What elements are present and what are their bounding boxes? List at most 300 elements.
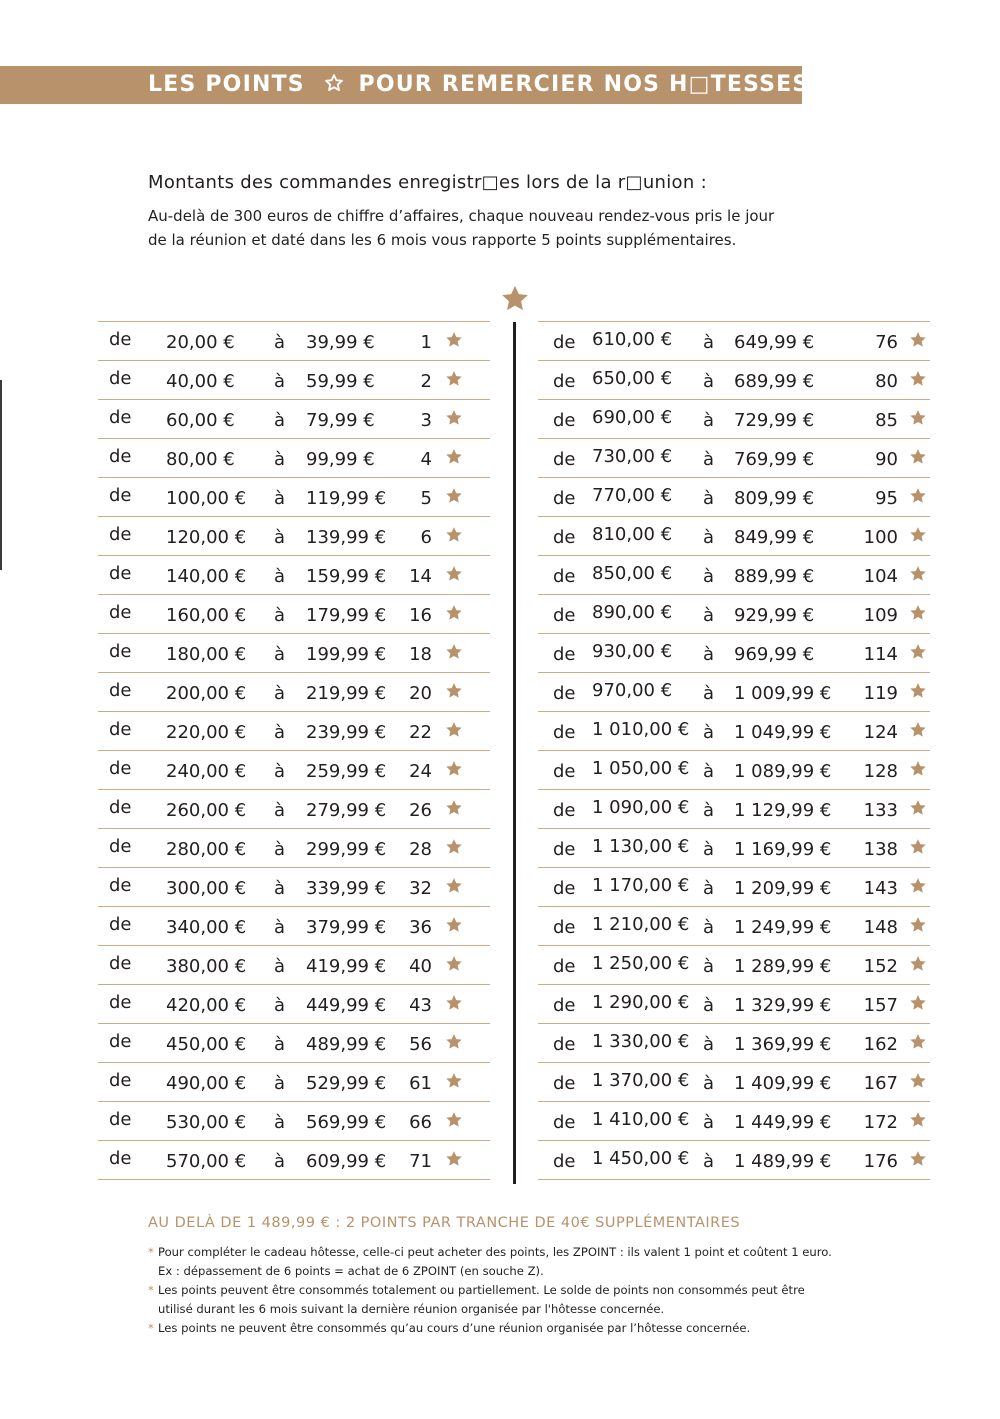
row-de-label: de [109, 719, 132, 740]
row-de-label: de [109, 641, 132, 662]
star-icon [909, 604, 927, 622]
row-amount-to: 449,99 € [306, 995, 387, 1016]
row-amount-from: 850,00 € [592, 563, 673, 584]
row-a-label: à [703, 566, 715, 587]
row-a-label: à [703, 644, 715, 665]
row-de-label: de [109, 524, 132, 545]
row-amount-from: 1 170,00 € [592, 875, 690, 896]
table-row [98, 828, 490, 867]
row-amount-from: 770,00 € [592, 485, 673, 506]
row-points: 128 [863, 761, 898, 782]
page-title [148, 66, 809, 104]
row-de-label: de [109, 329, 132, 350]
row-a-label: à [274, 566, 286, 587]
row-points: 90 [875, 449, 898, 470]
table-row [98, 633, 490, 672]
row-a-label: à [703, 1151, 715, 1172]
star-icon [445, 604, 463, 622]
row-amount-from: 1 370,00 € [592, 1070, 690, 1091]
row-points: 28 [409, 839, 432, 860]
footnote-line: Les points peuvent être consommés totalement ou partiellement. Le solde de points non consommés peut être [158, 1283, 805, 1297]
row-amount-from: 240,00 € [166, 761, 247, 782]
row-points: 114 [863, 644, 898, 665]
row-de-label: de [109, 914, 132, 935]
star-icon [909, 994, 927, 1012]
row-a-label: à [703, 1034, 715, 1055]
row-points: 32 [409, 878, 432, 899]
row-de-label: de [109, 1070, 132, 1091]
row-amount-from: 260,00 € [166, 800, 247, 821]
table-row [538, 360, 930, 399]
row-points: 22 [409, 722, 432, 743]
row-de-label: de [109, 602, 132, 623]
row-a-label: à [274, 1034, 286, 1055]
row-amount-to: 419,99 € [306, 956, 387, 977]
row-amount-from: 450,00 € [166, 1034, 247, 1055]
row-amount-from: 300,00 € [166, 878, 247, 899]
row-points: 138 [863, 839, 898, 860]
row-a-label: à [274, 1151, 286, 1172]
row-a-label: à [274, 527, 286, 548]
table-row [538, 477, 930, 516]
row-de-label: de [109, 1109, 132, 1130]
row-amount-from: 930,00 € [592, 641, 673, 662]
row-amount-to: 39,99 € [306, 332, 375, 353]
footnote [148, 1243, 868, 1281]
row-de-label: de [109, 563, 132, 584]
row-amount-to: 339,99 € [306, 878, 387, 899]
row-points: 24 [409, 761, 432, 782]
footnote-asterisk: * [148, 1283, 154, 1297]
row-amount-to: 99,99 € [306, 449, 375, 470]
row-de-label: de [109, 368, 132, 389]
row-points: 36 [409, 917, 432, 938]
points-table-left [98, 321, 490, 1180]
row-amount-to: 139,99 € [306, 527, 387, 548]
footnote-line: Ex : dépassement de 6 points = achat de 6 ZPOINT (en souche Z). [158, 1264, 544, 1278]
row-de-label: de [553, 371, 576, 392]
row-de-label: de [553, 683, 576, 704]
table-row [538, 1023, 930, 1062]
row-amount-from: 60,00 € [166, 410, 235, 431]
star-icon [909, 916, 927, 934]
row-amount-to: 969,99 € [734, 644, 815, 665]
row-amount-from: 40,00 € [166, 371, 235, 392]
row-a-label: à [703, 527, 715, 548]
table-row [98, 945, 490, 984]
row-amount-from: 420,00 € [166, 995, 247, 1016]
row-de-label: de [553, 800, 576, 821]
star-icon [445, 916, 463, 934]
table-row [538, 984, 930, 1023]
row-points: 80 [875, 371, 898, 392]
row-points: 26 [409, 800, 432, 821]
row-amount-from: 650,00 € [592, 368, 673, 389]
row-a-label: à [703, 722, 715, 743]
row-a-label: à [703, 800, 715, 821]
footnote [148, 1319, 868, 1338]
row-amount-to: 1 489,99 € [734, 1151, 832, 1172]
table-row [538, 789, 930, 828]
row-amount-to: 1 209,99 € [734, 878, 832, 899]
row-de-label: de [109, 992, 132, 1013]
table-row [98, 672, 490, 711]
row-amount-from: 1 210,00 € [592, 914, 690, 935]
star-icon [909, 526, 927, 544]
table-row [538, 1062, 930, 1101]
row-points: 85 [875, 410, 898, 431]
table-row [98, 321, 490, 360]
star-icon [909, 877, 927, 895]
table-row [98, 906, 490, 945]
row-a-label: à [703, 449, 715, 470]
row-a-label: à [703, 917, 715, 938]
star-icon [445, 1111, 463, 1129]
table-row [98, 711, 490, 750]
table-row [538, 867, 930, 906]
star-icon [445, 955, 463, 973]
row-de-label: de [109, 758, 132, 779]
star-icon [909, 1072, 927, 1090]
row-de-label: de [109, 485, 132, 506]
row-amount-to: 569,99 € [306, 1112, 387, 1133]
row-amount-to: 179,99 € [306, 605, 387, 626]
row-amount-to: 809,99 € [734, 488, 815, 509]
footnote-asterisk: * [148, 1321, 154, 1335]
row-de-label: de [553, 332, 576, 353]
header-banner [0, 66, 810, 104]
row-amount-to: 1 169,99 € [734, 839, 832, 860]
table-row [98, 750, 490, 789]
row-a-label: à [703, 1073, 715, 1094]
page-edge-mark [0, 380, 2, 570]
row-points: 4 [420, 449, 432, 470]
footnote-line: Les points ne peuvent être consommés qu’au cours d’une réunion organisée par l’hôtesse concernée. [158, 1321, 751, 1335]
row-amount-to: 159,99 € [306, 566, 387, 587]
table-row [538, 594, 930, 633]
row-amount-from: 100,00 € [166, 488, 247, 509]
row-a-label: à [274, 683, 286, 704]
table-row [538, 1140, 930, 1180]
row-amount-from: 970,00 € [592, 680, 673, 701]
star-icon [909, 955, 927, 973]
table-row [538, 750, 930, 789]
row-amount-to: 1 409,99 € [734, 1073, 832, 1094]
row-de-label: de [553, 605, 576, 626]
star-icon [445, 1072, 463, 1090]
row-a-label: à [274, 839, 286, 860]
row-de-label: de [553, 527, 576, 548]
row-amount-to: 379,99 € [306, 917, 387, 938]
row-a-label: à [274, 488, 286, 509]
row-de-label: de [109, 680, 132, 701]
row-a-label: à [274, 995, 286, 1016]
row-de-label: de [109, 875, 132, 896]
row-points: 172 [863, 1112, 898, 1133]
table-row [538, 1101, 930, 1140]
row-amount-to: 649,99 € [734, 332, 815, 353]
footnote-asterisk: * [148, 1245, 154, 1259]
row-amount-from: 490,00 € [166, 1073, 247, 1094]
star-icon [445, 760, 463, 778]
row-points: 61 [409, 1073, 432, 1094]
row-a-label: à [274, 1112, 286, 1133]
row-points: 43 [409, 995, 432, 1016]
footnotes [148, 1243, 868, 1338]
row-amount-to: 489,99 € [306, 1034, 387, 1055]
row-de-label: de [553, 1112, 576, 1133]
star-outline-icon [324, 68, 344, 88]
row-de-label: de [553, 761, 576, 782]
table-row [98, 399, 490, 438]
page-title-part2: POUR REMERCIER NOS H□TESSES [358, 72, 810, 97]
table-row [538, 906, 930, 945]
row-amount-from: 340,00 € [166, 917, 247, 938]
row-points: 56 [409, 1034, 432, 1055]
table-row [98, 477, 490, 516]
table-row [538, 633, 930, 672]
intro-body-line: Au-delà de 300 euros de chiffre d’affaires, chaque nouveau rendez-vous pris le jour [148, 207, 775, 225]
row-points: 5 [420, 488, 432, 509]
row-amount-from: 380,00 € [166, 956, 247, 977]
row-amount-to: 1 449,99 € [734, 1112, 832, 1133]
row-amount-from: 1 090,00 € [592, 797, 690, 818]
row-amount-from: 1 010,00 € [592, 719, 690, 740]
row-a-label: à [703, 332, 715, 353]
star-icon [909, 682, 927, 700]
row-a-label: à [274, 644, 286, 665]
row-de-label: de [109, 953, 132, 974]
table-row [98, 555, 490, 594]
points-table-right [538, 321, 930, 1180]
row-points: 152 [863, 956, 898, 977]
footnote-line: utilisé durant les 6 mois suivant la dernière réunion organisée par l'hôtesse concernée. [158, 1302, 665, 1316]
star-icon [445, 565, 463, 583]
table-row [98, 360, 490, 399]
table-row [538, 516, 930, 555]
row-amount-to: 1 089,99 € [734, 761, 832, 782]
row-points: 148 [863, 917, 898, 938]
row-amount-from: 1 330,00 € [592, 1031, 690, 1052]
table-row [538, 828, 930, 867]
row-amount-to: 1 049,99 € [734, 722, 832, 743]
row-a-label: à [274, 1073, 286, 1094]
page-title-part1: LES POINTS [148, 72, 305, 97]
beyond-rule: AU DELÀ DE 1 489,99 € : 2 POINTS PAR TRANCHE DE 40€ SUPPLÉMENTAIRES [148, 1215, 741, 1231]
row-amount-to: 119,99 € [306, 488, 387, 509]
table-row [538, 711, 930, 750]
row-de-label: de [109, 1148, 132, 1169]
star-icon [445, 448, 463, 466]
row-points: 133 [863, 800, 898, 821]
row-de-label: de [553, 878, 576, 899]
row-points: 66 [409, 1112, 432, 1133]
table-row [98, 1023, 490, 1062]
row-amount-to: 79,99 € [306, 410, 375, 431]
row-amount-to: 59,99 € [306, 371, 375, 392]
row-amount-from: 1 050,00 € [592, 758, 690, 779]
row-de-label: de [553, 1034, 576, 1055]
row-amount-from: 570,00 € [166, 1151, 247, 1172]
row-a-label: à [703, 995, 715, 1016]
star-icon [445, 487, 463, 505]
row-points: 119 [863, 683, 898, 704]
table-row [98, 867, 490, 906]
star-icon [909, 370, 927, 388]
row-de-label: de [553, 722, 576, 743]
footnote [148, 1281, 868, 1319]
row-a-label: à [703, 371, 715, 392]
row-amount-to: 769,99 € [734, 449, 815, 470]
row-a-label: à [703, 956, 715, 977]
star-icon [445, 1150, 463, 1168]
star-icon [445, 409, 463, 427]
table-row [98, 1101, 490, 1140]
row-a-label: à [703, 1112, 715, 1133]
row-amount-from: 1 450,00 € [592, 1148, 690, 1169]
row-points: 95 [875, 488, 898, 509]
star-icon [445, 682, 463, 700]
row-points: 176 [863, 1151, 898, 1172]
table-row [538, 399, 930, 438]
row-de-label: de [553, 566, 576, 587]
row-de-label: de [109, 836, 132, 857]
table-row [98, 438, 490, 477]
row-amount-to: 849,99 € [734, 527, 815, 548]
row-a-label: à [274, 878, 286, 899]
star-icon [909, 1033, 927, 1051]
table-row [98, 1140, 490, 1180]
table-row [98, 594, 490, 633]
star-icon [909, 565, 927, 583]
star-icon [909, 838, 927, 856]
row-points: 124 [863, 722, 898, 743]
row-a-label: à [274, 332, 286, 353]
row-points: 104 [863, 566, 898, 587]
row-points: 20 [409, 683, 432, 704]
star-icon [909, 487, 927, 505]
table-row [98, 789, 490, 828]
row-points: 6 [420, 527, 432, 548]
row-a-label: à [703, 488, 715, 509]
row-amount-from: 120,00 € [166, 527, 247, 548]
row-amount-to: 219,99 € [306, 683, 387, 704]
row-a-label: à [703, 683, 715, 704]
star-icon [445, 838, 463, 856]
row-amount-to: 299,99 € [306, 839, 387, 860]
table-row [538, 555, 930, 594]
star-icon [909, 331, 927, 349]
star-icon [909, 643, 927, 661]
row-amount-from: 140,00 € [166, 566, 247, 587]
star-icon [909, 721, 927, 739]
star-icon [909, 760, 927, 778]
row-de-label: de [553, 449, 576, 470]
star-icon [500, 284, 530, 314]
row-amount-from: 160,00 € [166, 605, 247, 626]
row-a-label: à [274, 800, 286, 821]
row-amount-to: 1 369,99 € [734, 1034, 832, 1055]
table-row [538, 321, 930, 360]
row-points: 76 [875, 332, 898, 353]
table-row [538, 945, 930, 984]
table-row [538, 672, 930, 711]
star-icon [445, 877, 463, 895]
row-a-label: à [274, 371, 286, 392]
row-amount-to: 1 289,99 € [734, 956, 832, 977]
row-amount-from: 280,00 € [166, 839, 247, 860]
table-row [98, 516, 490, 555]
row-points: 109 [863, 605, 898, 626]
row-amount-from: 80,00 € [166, 449, 235, 470]
star-icon [909, 1111, 927, 1129]
row-a-label: à [274, 449, 286, 470]
row-amount-to: 1 329,99 € [734, 995, 832, 1016]
row-amount-from: 610,00 € [592, 329, 673, 350]
row-points: 167 [863, 1073, 898, 1094]
star-icon [909, 409, 927, 427]
star-icon [445, 370, 463, 388]
row-amount-to: 1 009,99 € [734, 683, 832, 704]
row-amount-from: 530,00 € [166, 1112, 247, 1133]
intro-body [148, 204, 848, 252]
star-icon [909, 1150, 927, 1168]
row-a-label: à [703, 410, 715, 431]
row-amount-from: 1 290,00 € [592, 992, 690, 1013]
row-points: 162 [863, 1034, 898, 1055]
row-points: 100 [863, 527, 898, 548]
row-a-label: à [274, 605, 286, 626]
row-amount-to: 239,99 € [306, 722, 387, 743]
row-de-label: de [109, 797, 132, 818]
row-amount-from: 890,00 € [592, 602, 673, 623]
row-a-label: à [274, 410, 286, 431]
row-amount-to: 889,99 € [734, 566, 815, 587]
row-de-label: de [553, 995, 576, 1016]
row-amount-from: 220,00 € [166, 722, 247, 743]
footnote-line: Pour compléter le cadeau hôtesse, celle-ci peut acheter des points, les ZPOINT : ils valent 1 point et coûtent 1 euro. [158, 1245, 832, 1259]
row-amount-to: 929,99 € [734, 605, 815, 626]
row-points: 143 [863, 878, 898, 899]
star-icon [445, 799, 463, 817]
row-amount-to: 259,99 € [306, 761, 387, 782]
row-amount-to: 689,99 € [734, 371, 815, 392]
row-de-label: de [553, 644, 576, 665]
star-icon [909, 799, 927, 817]
row-amount-from: 180,00 € [166, 644, 247, 665]
row-a-label: à [274, 917, 286, 938]
row-amount-to: 729,99 € [734, 410, 815, 431]
row-de-label: de [553, 956, 576, 977]
row-amount-from: 810,00 € [592, 524, 673, 545]
row-points: 157 [863, 995, 898, 1016]
star-icon [445, 331, 463, 349]
row-amount-to: 199,99 € [306, 644, 387, 665]
row-de-label: de [553, 1151, 576, 1172]
row-a-label: à [274, 761, 286, 782]
row-de-label: de [553, 917, 576, 938]
row-amount-from: 20,00 € [166, 332, 235, 353]
row-amount-to: 529,99 € [306, 1073, 387, 1094]
row-amount-to: 279,99 € [306, 800, 387, 821]
row-a-label: à [274, 722, 286, 743]
row-amount-to: 1 249,99 € [734, 917, 832, 938]
row-points: 14 [409, 566, 432, 587]
row-amount-from: 1 130,00 € [592, 836, 690, 857]
row-points: 1 [420, 332, 432, 353]
row-de-label: de [553, 410, 576, 431]
row-points: 71 [409, 1151, 432, 1172]
